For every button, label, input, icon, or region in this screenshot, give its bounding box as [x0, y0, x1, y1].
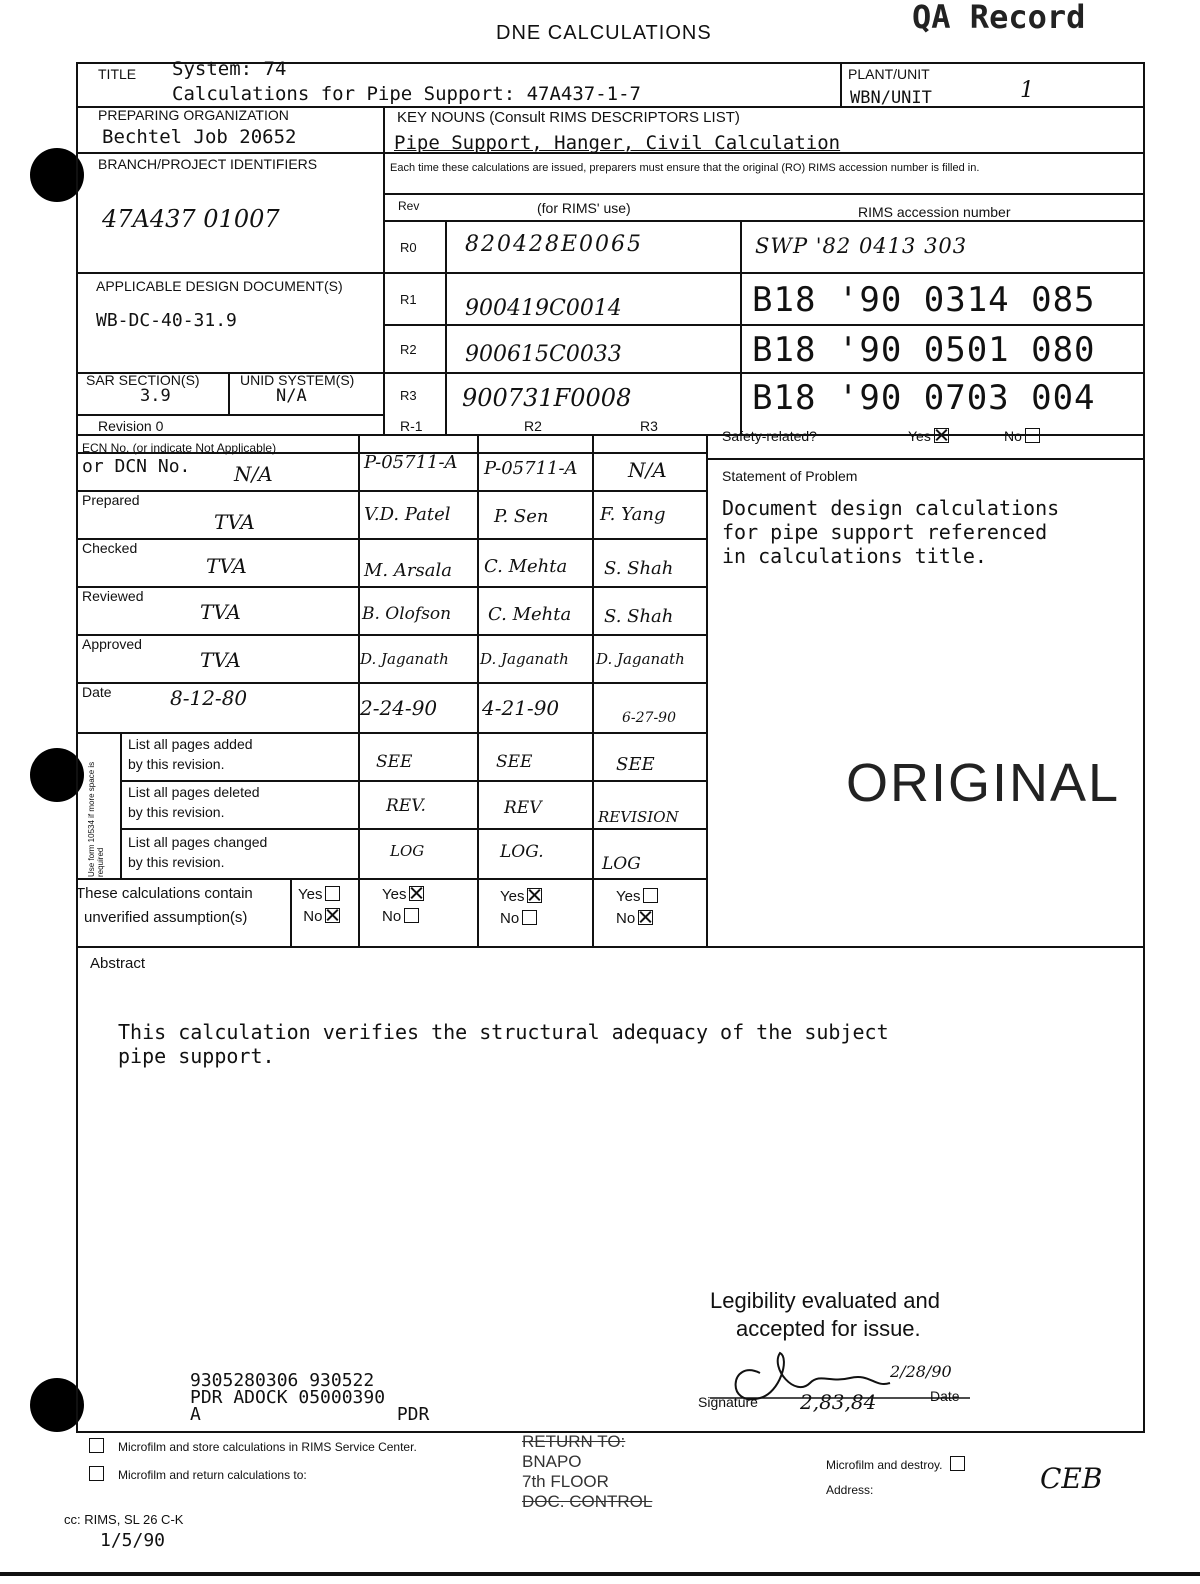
no-checkbox[interactable]	[638, 910, 653, 925]
pages-deleted-value: REVISION	[598, 808, 679, 826]
revision-r1-header: R-1	[400, 418, 423, 434]
rims-row-use: 900419C0014	[465, 296, 622, 321]
rims-row-rev: R1	[400, 292, 417, 307]
signature-label: Signature	[698, 1394, 758, 1410]
abstract-label: Abstract	[90, 955, 146, 972]
title-calculations: Calculations for Pipe Support: 47A437-1-7	[172, 83, 641, 105]
date-value: 8-12-80	[170, 686, 248, 710]
legibility-line2: accepted for issue.	[736, 1316, 921, 1341]
yes-label: Yes	[616, 888, 641, 905]
pages-added-label: List all pages added	[128, 736, 253, 752]
unid-value: N/A	[276, 386, 307, 406]
no-label: No	[382, 908, 402, 925]
doc-number-line1: 9305280306 930522	[190, 1370, 375, 1391]
prepared-value: V.D. Patel	[364, 504, 451, 525]
safety-no-label: No	[1004, 428, 1022, 444]
revision-r3-header: R3	[640, 418, 658, 434]
safety-yes	[908, 428, 949, 444]
doc-number-line3: A PDR	[190, 1404, 430, 1425]
rims-row-accession: SWP '82 0413 303	[755, 234, 968, 258]
ecn-value: P-05711-A	[364, 452, 458, 473]
qa-record-stamp: QA Record	[912, 0, 1086, 36]
rims-row-use: 900731F0008	[462, 384, 632, 412]
safety-no	[1004, 428, 1040, 444]
microfilm-store-option: Microfilm and store calculations in RIMS Service Center.	[86, 1438, 417, 1453]
problem-line: Document design calculations	[722, 496, 1060, 520]
ecn-value: N/A	[234, 462, 273, 486]
plant-unit-value: WBN/UNIT	[850, 88, 932, 108]
checked-value: C. Mehta	[484, 556, 568, 577]
yes-checkbox[interactable]	[643, 888, 658, 903]
revision-0-header: Revision 0	[98, 418, 164, 434]
return-to-line: DOC. CONTROL	[522, 1492, 653, 1511]
no-label: No	[500, 910, 520, 927]
legibility-date-value: 2/28/90	[890, 1362, 952, 1381]
yes-checkbox[interactable]	[325, 886, 340, 901]
key-nouns-value: Pipe Support, Hanger, Civil Calculation	[394, 132, 841, 154]
abstract-line: pipe support.	[118, 1044, 275, 1068]
prepared-value: F. Yang	[600, 504, 666, 525]
prepared-value: P. Sen	[494, 506, 549, 527]
reviewed-value: TVA	[200, 600, 241, 624]
title-label: TITLE	[98, 66, 137, 82]
preparing-org-value: Bechtel Job 20652	[102, 126, 297, 148]
rims-row-rev: R3	[400, 388, 417, 403]
yes-label: Yes	[298, 886, 323, 903]
page-bottom-edge	[0, 1572, 1200, 1576]
no-checkbox[interactable]	[404, 908, 419, 923]
ecn-value: N/A	[628, 458, 667, 482]
signature-number: 2,83,84	[800, 1390, 877, 1414]
ecn-label: ECN No. (or indicate Not Applicable)	[82, 441, 277, 455]
microfilm-store-checkbox[interactable]	[89, 1438, 104, 1453]
rims-row-accession: B18 '90 0501 080	[752, 330, 1096, 370]
microfilm-destroy-checkbox[interactable]	[950, 1456, 965, 1471]
problem-text	[722, 496, 1059, 568]
no-label: No	[303, 908, 323, 925]
sar-label: SAR SECTION(S)	[86, 372, 200, 388]
unverified-r1	[382, 884, 424, 928]
pages-deleted-label2: by this revision.	[128, 804, 225, 820]
no-checkbox[interactable]	[325, 908, 340, 923]
pages-deleted-value: REV.	[386, 796, 426, 816]
branch-label: BRANCH/PROJECT IDENTIFIERS	[98, 156, 318, 172]
pages-added-label2: by this revision.	[128, 756, 225, 772]
yes-label: Yes	[500, 888, 525, 905]
plant-unit-number: 1	[1020, 78, 1034, 103]
rims-row-rev: R0	[400, 240, 417, 255]
branch-value: 47A437 01007	[102, 205, 280, 233]
rev-header: Rev	[398, 199, 420, 213]
rims-row-accession: B18 '90 0314 085	[752, 280, 1096, 320]
doc-number	[190, 1372, 429, 1423]
approved-label: Approved	[82, 636, 142, 652]
reviewed-label: Reviewed	[82, 588, 144, 604]
no-checkbox[interactable]	[522, 910, 537, 925]
address-initials: CEB	[1040, 1462, 1103, 1495]
revision-r2-header: R2	[524, 418, 542, 434]
return-to	[522, 1432, 652, 1512]
unverified-label2: unverified assumption(s)	[84, 909, 248, 926]
yes-label: Yes	[382, 886, 407, 903]
pages-changed-value: LOG.	[500, 842, 544, 862]
abstract-text	[118, 1020, 889, 1068]
pages-changed-value: LOG	[390, 842, 425, 860]
rims-notice: Each time these calculations are issued, preparers must ensure that the original (RO) RIMS accession number is filled in.	[390, 162, 980, 174]
pages-changed-label2: by this revision.	[128, 854, 225, 870]
form-title: DNE CALCULATIONS	[496, 22, 712, 44]
yes-checkbox[interactable]	[527, 888, 542, 903]
unverified-r2	[500, 886, 542, 930]
title-system: System: 74	[172, 58, 287, 80]
approved-value: D. Jaganath	[480, 650, 569, 668]
safety-no-checkbox[interactable]	[1025, 428, 1040, 443]
sar-value: 3.9	[140, 386, 171, 406]
date-value: 4-21-90	[482, 696, 560, 720]
unverified-r0	[298, 884, 340, 928]
pages-added-value: SEE	[376, 752, 413, 772]
checked-value: M. Arsala	[364, 560, 452, 581]
prepared-value: TVA	[214, 510, 255, 534]
unverified-r3	[616, 886, 658, 930]
checked-value: TVA	[206, 554, 247, 578]
pages-added-value: SEE	[616, 754, 655, 775]
checked-value: S. Shah	[604, 558, 674, 579]
rims-row-use: 820428E0065	[465, 232, 644, 257]
cc-date: 1/5/90	[100, 1530, 166, 1551]
problem-line: in calculations title.	[722, 544, 987, 568]
microfilm-return-option: Microfilm and return calculations to:	[86, 1466, 307, 1481]
pages-changed-label: List all pages changed	[128, 834, 268, 850]
microfilm-destroy-option: Microfilm and destroy.	[826, 1456, 965, 1471]
plant-unit-label: PLANT/UNIT	[848, 66, 930, 82]
no-label: No	[616, 910, 636, 927]
design-docs-value: WB-DC-40-31.9	[96, 310, 237, 331]
safety-label: Safety-related?	[722, 428, 817, 444]
approved-value: D. Jaganath	[360, 650, 449, 668]
rims-accession-header: RIMS accession number	[858, 204, 1011, 220]
safety-yes-label: Yes	[908, 428, 931, 444]
problem-label: Statement of Problem	[722, 468, 858, 484]
pages-added-value: SEE	[496, 752, 533, 772]
rims-row-rev: R2	[400, 342, 417, 357]
unverified-label: These calculations contain	[76, 885, 253, 902]
preparing-org-label: PREPARING ORGANIZATION	[98, 107, 289, 123]
rims-use-header: (for RIMS' use)	[537, 200, 631, 216]
abstract-line: This calculation verifies the structural adequacy of the subject	[118, 1020, 889, 1044]
reviewed-value: B. Olofson	[362, 604, 452, 624]
ecn-value: P-05711-A	[484, 458, 578, 479]
pages-deleted-value: REV	[504, 798, 542, 818]
unid-label: UNID SYSTEM(S)	[240, 372, 355, 388]
key-nouns-label: KEY NOUNS (Consult RIMS DESCRIPTORS LIST)	[397, 109, 740, 126]
approved-value: D. Jaganath	[596, 650, 685, 668]
cc-line: cc: RIMS, SL 26 C-K	[64, 1512, 184, 1527]
ecn-label-dcn: or DCN No.	[82, 456, 191, 477]
pages-changed-value: LOG	[602, 854, 641, 874]
problem-line: for pipe support referenced	[722, 520, 1048, 544]
yes-checkbox[interactable]	[409, 886, 424, 901]
legibility-line1: Legibility evaluated and	[710, 1288, 940, 1313]
side-note: Use form 10534 if more space is required	[87, 761, 105, 877]
rims-row-use: 900615C0033	[465, 342, 622, 367]
date-label: Date	[82, 684, 112, 700]
approved-value: TVA	[200, 648, 241, 672]
return-to-line: 7th FLOOR	[522, 1472, 609, 1491]
pages-deleted-label: List all pages deleted	[128, 784, 260, 800]
safety-yes-checkbox[interactable]	[934, 428, 949, 443]
rims-row-accession: B18 '90 0703 004	[752, 378, 1096, 418]
reviewed-value: S. Shah	[604, 606, 674, 627]
date-value: 6-27-90	[622, 710, 676, 726]
doc-number-line2: PDR ADOCK 05000390	[190, 1387, 386, 1408]
design-docs-label: APPLICABLE DESIGN DOCUMENT(S)	[96, 278, 343, 294]
reviewed-value: C. Mehta	[488, 604, 572, 625]
microfilm-return-checkbox[interactable]	[89, 1466, 104, 1481]
address-label: Address:	[826, 1483, 874, 1497]
date-label-legibility: Date	[930, 1388, 960, 1404]
date-value: 2-24-90	[360, 696, 438, 720]
return-to-line: RETURN TO:	[522, 1432, 626, 1451]
return-to-line: BNAPO	[522, 1452, 582, 1471]
prepared-label: Prepared	[82, 492, 140, 508]
checked-label: Checked	[82, 540, 138, 556]
original-stamp: ORIGINAL	[846, 753, 1121, 813]
